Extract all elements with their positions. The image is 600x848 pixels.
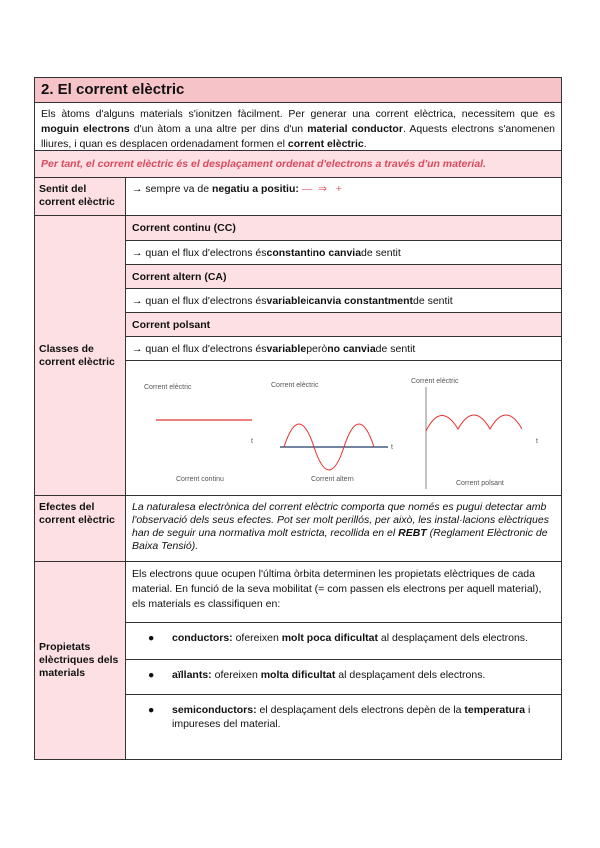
text: . Aquests electrons s'anomenen lliures, i quan es desplacen ordenadament formen el [41, 123, 555, 150]
list-item [126, 622, 561, 659]
cp-desc [126, 336, 561, 360]
current-types-diagram [126, 360, 561, 495]
section-title: 2. El corrent elèctric [35, 78, 561, 102]
bold-text: canvia constantment [308, 294, 413, 307]
bold-text: variable [266, 294, 307, 307]
bullet-icon: ● [148, 704, 155, 716]
content-table [34, 77, 562, 760]
bold-text: variable [266, 342, 307, 355]
bullet-icon: ● [148, 669, 155, 681]
bold-text: semiconductors: [172, 704, 257, 716]
cc-desc [126, 240, 561, 264]
row-label-efectes: Efectes del corrent elèctric [35, 496, 126, 561]
text: al desplaçament dels electrons. [377, 632, 528, 644]
efectes-content [126, 496, 561, 561]
bold-text: REBT [398, 527, 427, 539]
propietats-intro: Els electrons quue ocupen l'última òrbita determinen les propietats elèctriques de cada material. En funció de la seva mobilitat (= com passen els electrons per aquell material), els materials es classifiquen en: [132, 568, 542, 610]
text: . [363, 138, 367, 150]
bold-text: aïllants: [172, 669, 212, 681]
bold-text: no canvia [312, 246, 362, 259]
cp-caption: Corrent polsant [456, 480, 504, 487]
text: ofereixen [232, 632, 282, 644]
bold-text: molt poca dificultat [281, 632, 378, 644]
arrow-icon: ⇒ [318, 183, 327, 195]
row-label-propietats: Propietats elèctriques dels materials [35, 562, 126, 759]
text: i [310, 246, 313, 259]
cp-xlabel: t [536, 438, 538, 445]
list-item [126, 694, 561, 739]
cp-ylabel: Corrent elèctric [411, 378, 459, 385]
bold-text: conductors: [172, 632, 233, 644]
bold-text: molta dificultat [260, 669, 336, 681]
cp-wave [426, 415, 522, 431]
text: al desplaçament dels electrons. [335, 669, 486, 681]
text: (Reglament Elèctronic de Baixa Tensió). [132, 527, 548, 552]
text: → quan el flux d'electrons és [132, 294, 267, 307]
cc-xlabel: t [251, 438, 253, 445]
summary-statement: Per tant, el corrent elèctric és el desplaçament ordenat d'electrons a través d'un material. [35, 151, 561, 177]
cc-caption: Corrent continu [176, 476, 224, 483]
bold-text: temperatura [464, 704, 526, 716]
bold-text: no canvia [327, 342, 376, 355]
text: → sempre va de [132, 183, 212, 195]
text: i impureses del material. [172, 704, 531, 730]
ca-caption: Corrent altern [311, 476, 354, 483]
bullet-icon: ● [148, 632, 155, 644]
bold-text: corrent elèctric [287, 138, 364, 150]
text: de sentit [375, 342, 416, 355]
classes-content [126, 216, 561, 495]
text: de sentit [413, 294, 453, 307]
cc-ylabel: Corrent elèctric [144, 384, 192, 391]
propietats-content [126, 562, 561, 759]
ca-ylabel: Corrent elèctric [271, 382, 319, 389]
text: d'un àtom a una altre per dins d'un [129, 123, 308, 135]
list-item [126, 659, 561, 694]
bold-text: constant [266, 246, 311, 259]
text: La naturalesa electrònica del corrent elèctric comporta que només es pugui detectar amb l'observació dels seus efectes. Pot ser molt perillós, per això, les instal·lacions elèctriques han de seguir una normativa molt estricta, recollida en el [132, 501, 549, 539]
cp-title: Corrent polsant [126, 312, 561, 336]
text: i [306, 294, 309, 307]
intro-paragraph [35, 103, 561, 150]
sentit-content [126, 178, 561, 215]
bold-text: material conductor [307, 123, 403, 135]
plus-sign: + [335, 183, 342, 195]
text: → quan el flux d'electrons és [132, 342, 267, 355]
row-label-classes: Classes de corrent elèctric [35, 216, 126, 495]
ca-title: Corrent altern (CA) [126, 264, 561, 288]
text: Els àtoms d'alguns materials s'ionitzen fàcilment. Per generar una corrent elèctrica, necessitem que es [41, 108, 555, 120]
minus-sign: — [301, 183, 313, 195]
row-label-sentit: Sentit del corrent elèctric [35, 178, 126, 215]
text: però [306, 342, 328, 355]
text: → quan el flux d'electrons és [132, 246, 267, 259]
ca-desc [126, 288, 561, 312]
text: de sentit [361, 246, 401, 259]
ca-xlabel: t [391, 444, 393, 451]
bold-text: moguin electrons [41, 123, 130, 135]
bold-text: negatiu a positiu: [211, 183, 299, 195]
text: ofereixen [211, 669, 261, 681]
text: el desplaçament dels electrons depèn de la [256, 704, 465, 716]
cc-title: Corrent continu (CC) [126, 216, 561, 240]
